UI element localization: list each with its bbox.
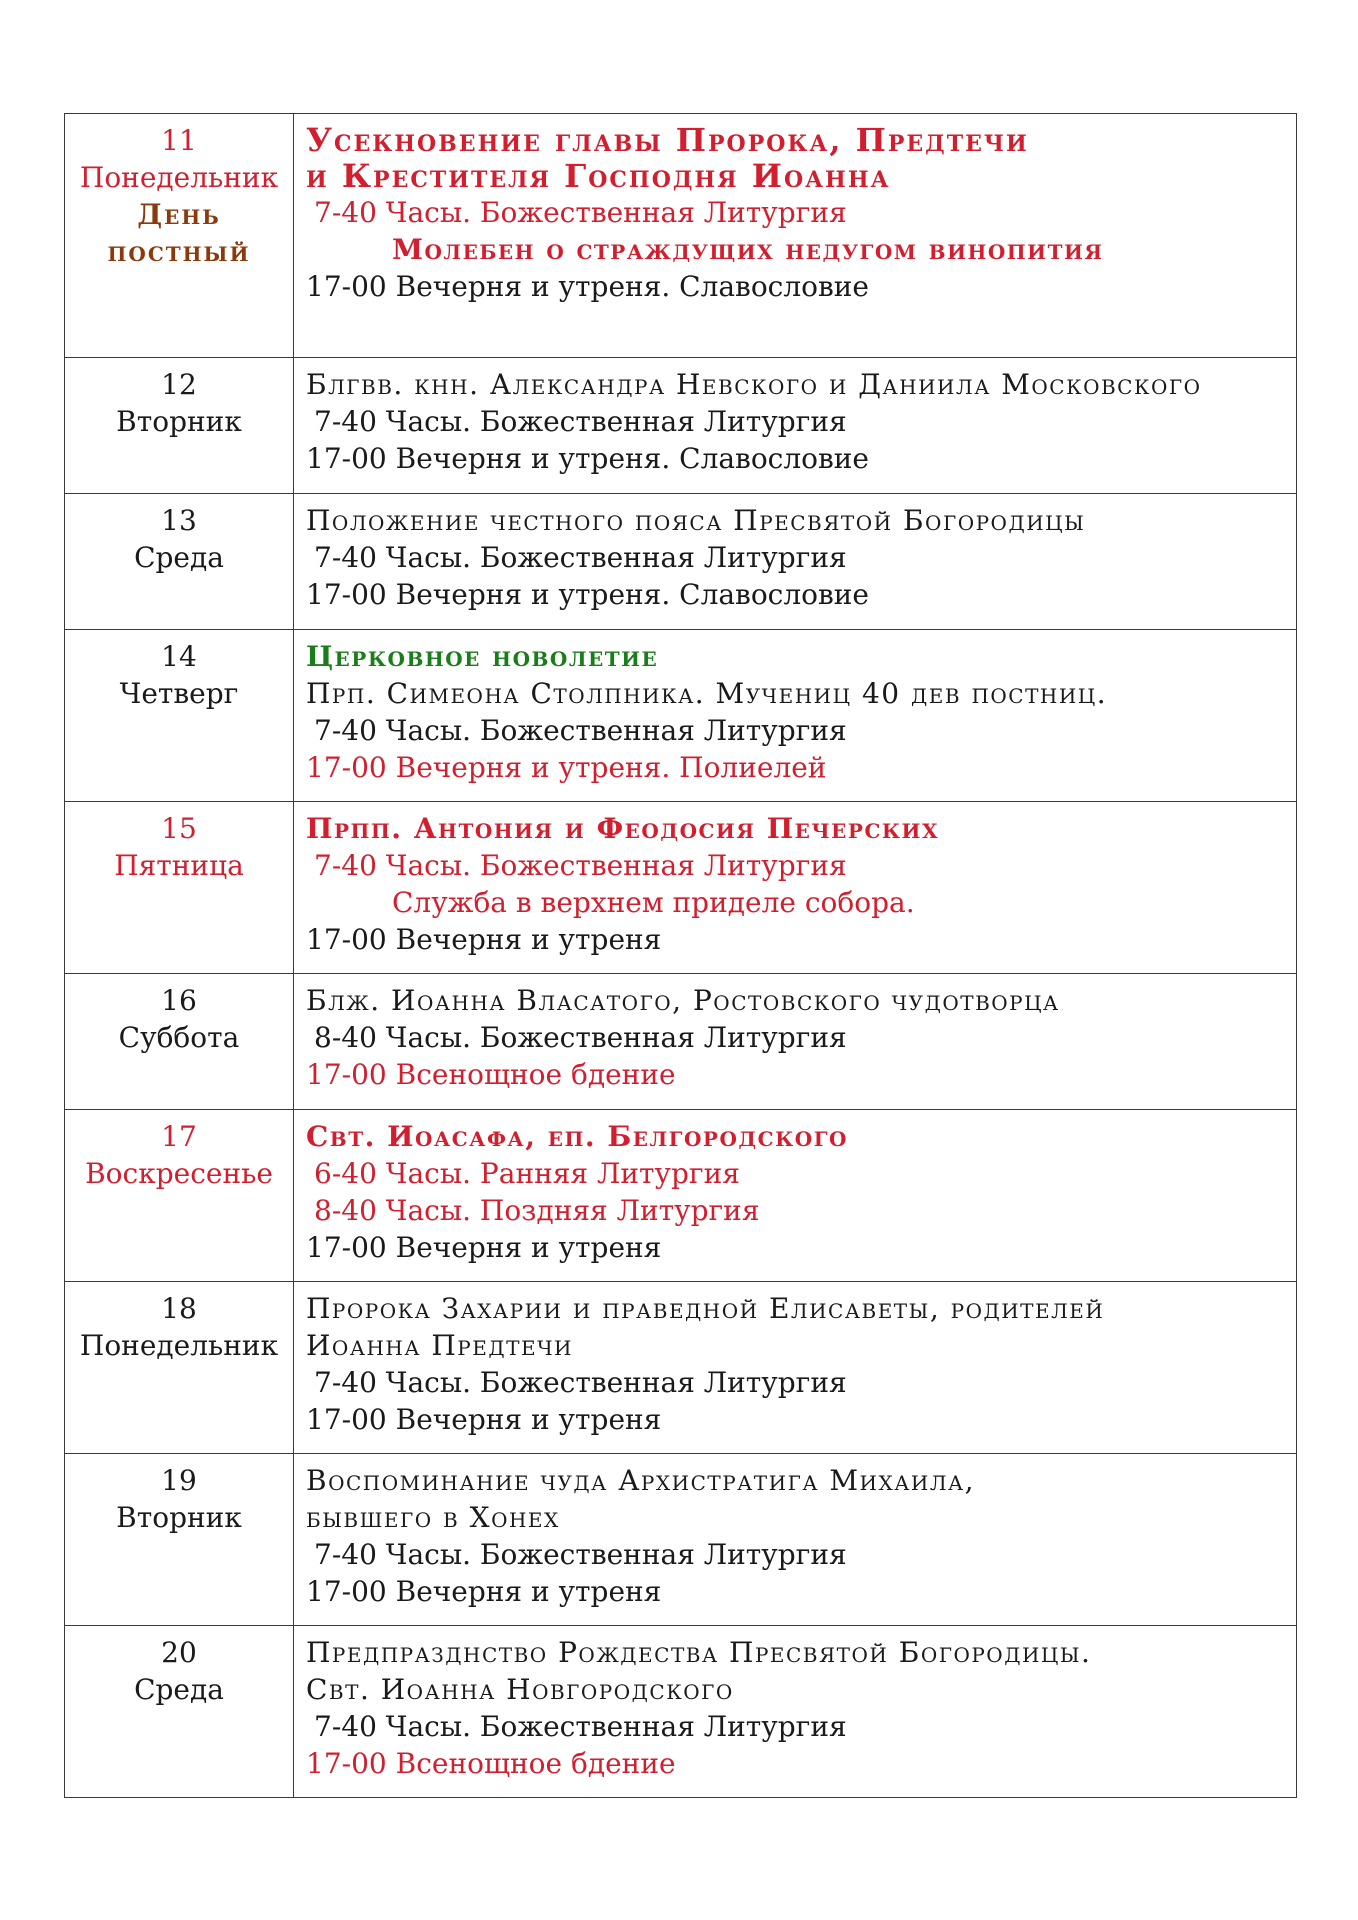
feast-title: Положение честного пояса Пресвятой Богородицы [306, 504, 1086, 537]
feast-title: Свт. Иоасафа, еп. Белгородского [306, 1120, 848, 1153]
services-cell [294, 494, 1297, 630]
feast-title: Прп. Симеона Столпника. Мучениц 40 дев постниц. [306, 677, 1108, 710]
service-time: 8-40 Часы. Божественная Литургия [314, 1021, 847, 1054]
service-time: 8-40 Часы. Поздняя Литургия [314, 1194, 760, 1227]
date-cell [65, 974, 294, 1110]
feast-title: Усекновение главы Пророка, Предтечи [306, 121, 1029, 159]
service-time: 7-40 Часы. Божественная Литургия [314, 541, 847, 574]
service-time: 7-40 Часы. Божественная Литургия [314, 849, 847, 882]
weekday: Вторник [116, 405, 242, 438]
day-number: 17 [161, 1120, 197, 1153]
service-time: Служба в верхнем приделе собора. [392, 886, 915, 919]
feast-title: Блгвв. кнн. Александра Невского и Даниила Московского [306, 368, 1202, 401]
date-cell [65, 630, 294, 802]
feast-title: Прпп. Антония и Феодосия Печерских [306, 812, 939, 845]
day-number: 19 [161, 1464, 197, 1497]
weekday: Суббота [118, 1021, 240, 1054]
weekday: Среда [134, 1673, 224, 1706]
services-cell [294, 1454, 1297, 1626]
services-cell [294, 1626, 1297, 1798]
schedule-row [65, 494, 1297, 630]
feast-title: Молебен о страждущих недугом винопития [392, 233, 1104, 266]
feast-title: Свт. Иоанна Новгородского [306, 1673, 734, 1706]
feast-title: Воспоминание чуда Архистратига Михаила, [306, 1464, 976, 1497]
feast-title: Пророка Захарии и праведной Елисаветы, родителей [306, 1292, 1105, 1325]
service-time: 7-40 Часы. Божественная Литургия [314, 196, 847, 229]
date-cell [65, 1282, 294, 1454]
date-cell [65, 358, 294, 494]
service-time: 17-00 Всенощное бдение [306, 1058, 676, 1091]
day-number: 16 [161, 984, 197, 1017]
weekday: Вторник [116, 1501, 242, 1534]
schedule-row [65, 1454, 1297, 1626]
day-number: 15 [161, 812, 197, 845]
date-cell [65, 802, 294, 974]
day-number: 20 [161, 1636, 197, 1669]
services-cell [294, 358, 1297, 494]
schedule-row [65, 974, 1297, 1110]
weekday: Понедельник [79, 1329, 279, 1362]
schedule-row [65, 1282, 1297, 1454]
services-cell [294, 114, 1297, 358]
schedule-row [65, 1626, 1297, 1798]
service-time: 7-40 Часы. Божественная Литургия [314, 714, 847, 747]
day-number: 14 [161, 640, 197, 673]
schedule-table [64, 113, 1297, 1798]
service-time: 17-00 Вечерня и утреня [306, 1575, 662, 1608]
weekday: Пятница [114, 849, 244, 882]
day-number: 11 [161, 124, 197, 157]
services-cell [294, 630, 1297, 802]
schedule-row [65, 802, 1297, 974]
feast-title: и Крестителя Господня Иоанна [306, 157, 891, 195]
service-time: 7-40 Часы. Божественная Литургия [314, 405, 847, 438]
service-time: 17-00 Вечерня и утреня. Славословие [306, 270, 869, 303]
services-cell [294, 802, 1297, 974]
service-time: 17-00 Вечерня и утреня [306, 1403, 662, 1436]
day-number: 13 [161, 504, 197, 537]
service-time: 17-00 Вечерня и утреня [306, 1231, 662, 1264]
service-time: 17-00 Вечерня и утреня. Полиелей [306, 751, 827, 784]
weekday: Четверг [119, 677, 239, 710]
schedule-row [65, 630, 1297, 802]
feast-title: Церковное новолетие [306, 640, 659, 673]
weekday: Понедельник [79, 161, 279, 194]
service-time: 17-00 Всенощное бдение [306, 1747, 676, 1780]
service-time: 7-40 Часы. Божественная Литургия [314, 1710, 847, 1743]
service-time: 7-40 Часы. Божественная Литургия [314, 1538, 847, 1571]
service-time: 17-00 Вечерня и утреня. Славословие [306, 442, 869, 475]
service-time: 7-40 Часы. Божественная Литургия [314, 1366, 847, 1399]
fast-day-note: День [137, 198, 221, 231]
feast-title: Блж. Иоанна Власатого, Ростовского чудотворца [306, 984, 1060, 1017]
feast-title: Предпразднство Рождества Пресвятой Богородицы. [306, 1636, 1092, 1669]
day-number: 12 [161, 368, 197, 401]
schedule-row [65, 1110, 1297, 1282]
service-time: 17-00 Вечерня и утреня. Славословие [306, 578, 869, 611]
date-cell [65, 1626, 294, 1798]
weekday: Среда [134, 541, 224, 574]
fast-day-note: постный [107, 235, 251, 268]
date-cell [65, 494, 294, 630]
schedule-body [65, 114, 1297, 1798]
service-time: 17-00 Вечерня и утреня [306, 923, 662, 956]
services-cell [294, 1282, 1297, 1454]
service-time: 6-40 Часы. Ранняя Литургия [314, 1157, 740, 1190]
feast-title: бывшего в Хонех [306, 1501, 560, 1534]
weekday: Воскресенье [85, 1157, 273, 1190]
date-cell [65, 1454, 294, 1626]
feast-title: Иоанна Предтечи [306, 1329, 573, 1362]
date-cell [65, 114, 294, 358]
day-number: 18 [161, 1292, 197, 1325]
schedule-row [65, 114, 1297, 358]
services-cell [294, 1110, 1297, 1282]
schedule-row [65, 358, 1297, 494]
date-cell [65, 1110, 294, 1282]
services-cell [294, 974, 1297, 1110]
